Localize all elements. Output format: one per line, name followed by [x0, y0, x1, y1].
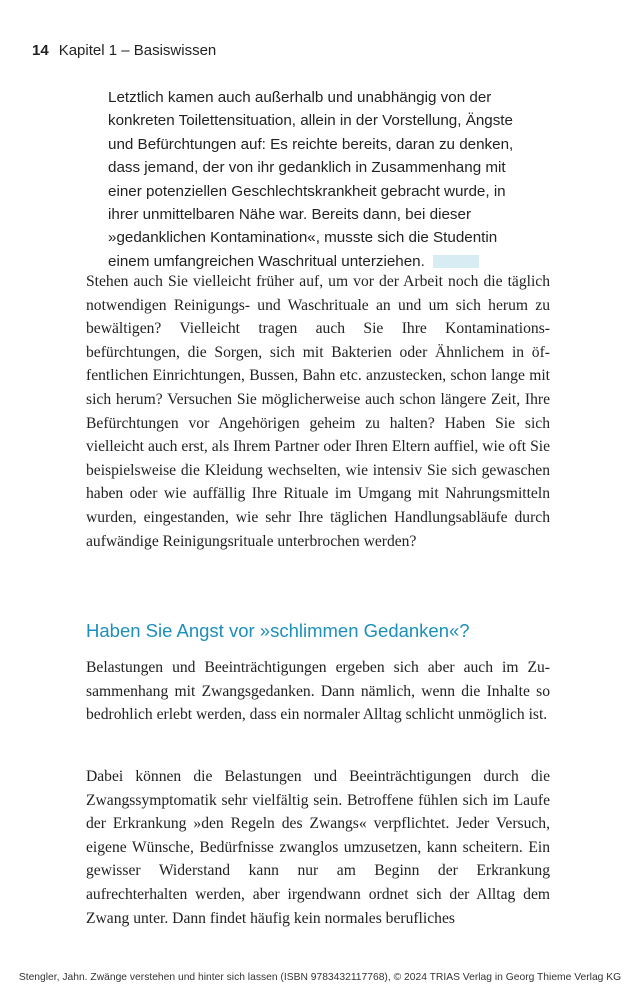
quote-end-marker [433, 255, 479, 268]
section-heading: Haben Sie Angst vor »schlimmen Gedanken«? [86, 620, 470, 641]
body-paragraph-2: Belastungen und Beeinträchtigungen ergeben sich aber auch im Zusammenhang mit Zwangsgedanken. Dann nämlich, wenn die Inhalte so bedrohlich erlebt werden, dass ein normaler Alltag schlicht unmöglich ist. [86, 659, 550, 724]
page-number: 14 [32, 42, 49, 59]
chapter-title: Kapitel 1 – Basiswissen [58, 42, 217, 59]
copyright-footer: Stengler, Jahn. Zwänge verstehen und hinter sich lassen (ISBN 9783432117768), © 2024 TRIAS Verlag in Georg Thieme Verlag KG [18, 972, 622, 983]
case-example-quote [108, 86, 540, 273]
running-header [32, 42, 216, 59]
body-paragraph-3: Dabei können die Belastungen und Beeinträchtigungen durch die Zwangssymptomatik sehr vielfältig sein. Betroffene fühlen sich im Laufe der Erkrankung »den Regeln des Zwangs« verpflichtet. Jeder Versuch, eigene Wünsche, Bedürfnisse zwanglos umzusetzen, kann scheitern. Ein gewisser Widerstand kann nur am Beginn der Erkrankung aufrechterhalten werden, aber irgendwann ordnet sich der Alltag dem Zwang unter. Dann findet häufig kein normales berufliches [86, 768, 550, 927]
body-paragraph-1: Stehen auch Sie vielleicht früher auf, um vor der Arbeit noch die täglich notwendigen Reinigungs- und Waschrituale an und um sich herum zu bewältigen? Vielleicht tragen auch Sie Ihre Kontaminationsbefürchtungen, die Sorgen, sich mit Bakterien oder Ähnlichem in öffentlichen Einrichtungen, Bussen, Bahn etc. anzustecken, schon lange mit sich herum? Versuchen Sie möglicherweise auch schon längere Zeit, Ihre Befürchtungen vor Angehörigen geheim zu halten? Haben Sie sich vielleicht auch erst, als Ihrem Partner oder Ihren Eltern auffiel, wie oft Sie beispielsweise die Kleidung wechselten, wie intensiv Sie sich gewaschen haben oder wie auffällig Ihre Rituale im Umgang mit Nahrungsmitteln wurden, eingestanden, wie sehr Ihre täglichen Handlungsabläufe durch aufwändige Reinigungsrituale unterbrochen werden? [86, 273, 550, 550]
quote-text: Letztlich kamen auch außerhalb und unabhängig von der konkreten Toilettensituation, allein in der Vorstellung, Ängste und Befürchtungen auf: Es reichte bereits, daran zu denken, dass jemand, der von ihr gedanklich in Zusammenhang mit einer potenziellen Geschlechtskrankheit gebracht wurde, in ihrer unmittelbaren Nähe war. Bereits dann, bei dieser »gedanklichen Kontamination«, musste sich die Studentin einem umfangreichen Waschritual unterziehen. [108, 89, 514, 270]
